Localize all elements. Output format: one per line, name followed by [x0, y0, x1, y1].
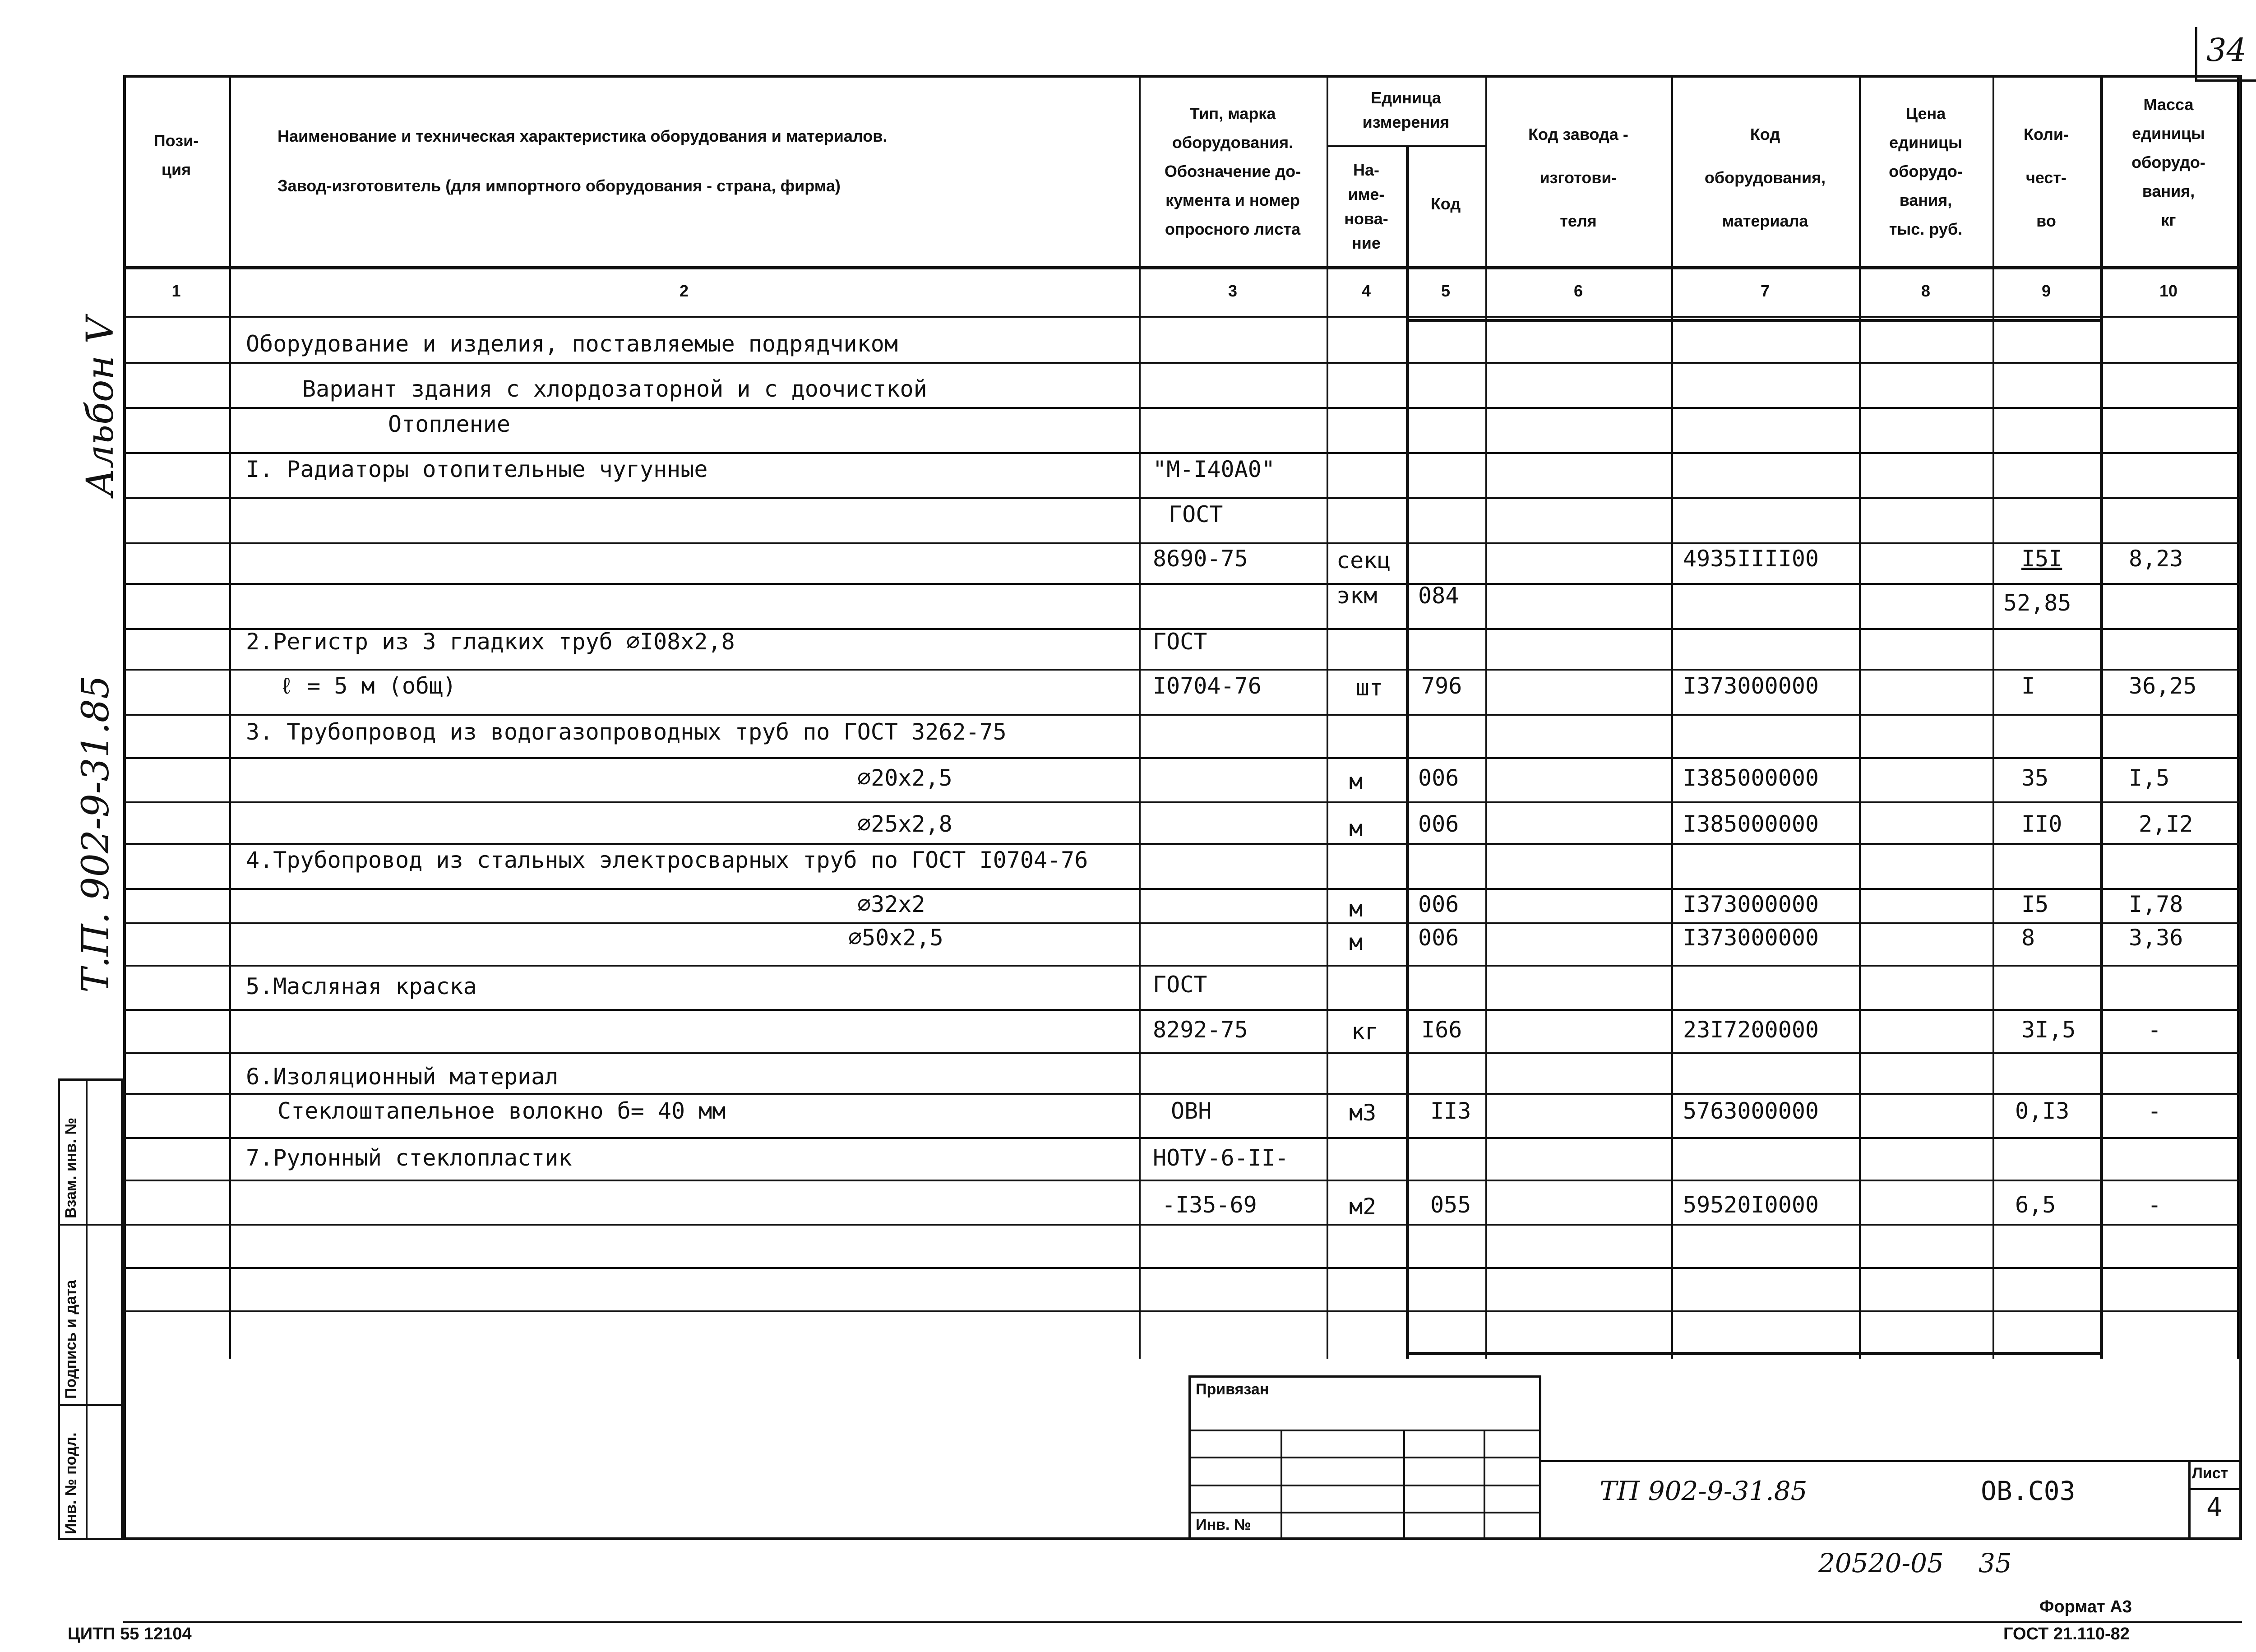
row-13-equip: I373000000 [1683, 891, 1819, 917]
row-line [123, 1093, 2242, 1095]
stamp-sheet-number: 4 [2206, 1492, 2222, 1522]
row-line [123, 542, 2242, 544]
row-14-qty: 8 [2021, 925, 2035, 951]
row-8-unit: шт [1356, 675, 1383, 701]
row-6-qty: 52,85 [2003, 590, 2071, 616]
row-5-unit: секц [1336, 547, 1391, 574]
row-8-mass: 36,25 [2129, 673, 2197, 699]
column-number-1: 1 [171, 282, 181, 300]
column-number-7: 7 [1760, 282, 1770, 300]
col-sep-4 [1406, 145, 1409, 1359]
side-stamp-line-2 [58, 1404, 123, 1406]
stamp-inv-no: Инв. № [1196, 1516, 1251, 1533]
stamp-vline-3 [1484, 1430, 1485, 1540]
row-13-qty: I5 [2021, 891, 2049, 917]
row-10-code: 006 [1418, 765, 1459, 791]
row-1-name: Вариант здания с хлордозаторной и с доочисткой [302, 376, 927, 402]
row-20-qty: 6,5 [2015, 1192, 2056, 1218]
row-3-type: "М-I40А0" [1153, 456, 1275, 482]
column-number-2: 2 [679, 282, 689, 300]
side-stamp-inv-podl: Инв. № подл. [62, 1432, 79, 1534]
header-col3: Тип, марка оборудования. Обозначение до- кумента и номер опросного листа [1164, 104, 1301, 238]
row-10-mass: I,5 [2129, 765, 2170, 791]
row-5-type: 8690-75 [1153, 546, 1248, 572]
row-16-equip: 23I7200000 [1683, 1017, 1819, 1043]
stamp-privyazan: Привязан [1196, 1381, 1269, 1398]
row-line [123, 1267, 2242, 1269]
row-0-name: Оборудование и изделия, поставляемые подрядчиком [246, 331, 898, 357]
row-8-code: 796 [1421, 673, 1462, 699]
header-col5: Код [1430, 194, 1461, 213]
row-10-qty: 35 [2021, 765, 2049, 791]
row-11-qty: II0 [2021, 811, 2062, 837]
row-3-name: I. Радиаторы отопительные чугунные [246, 456, 708, 482]
row-line [123, 1137, 2242, 1139]
block-bottom-line [1406, 1352, 2103, 1355]
header-col1: Пози- ция [153, 131, 199, 179]
footer-rule [123, 1621, 2242, 1623]
row-14-mass: 3,36 [2129, 925, 2183, 951]
column-number-9: 9 [2041, 282, 2051, 300]
row-13-code: 006 [1418, 891, 1459, 917]
project-side-label: Т.П. 902-9-31.85 [74, 675, 117, 993]
archive-number: 20520-05 [1818, 1548, 1944, 1578]
row-14-equip: I373000000 [1683, 925, 1819, 951]
row-13-mass: I,78 [2129, 891, 2183, 917]
row-line [123, 714, 2242, 716]
row-line [123, 1310, 2242, 1312]
row-8-name: ℓ = 5 м (общ) [280, 673, 457, 699]
row-5-qty: I5I [2021, 546, 2062, 572]
header-col8: Цена единицы оборудо- вания, тыс. руб. [1889, 104, 1963, 238]
format-label: Формат А3 [2039, 1597, 2132, 1616]
album-label: Альбон V [79, 317, 122, 496]
stamp-sheet-label: Лист [2192, 1465, 2228, 1482]
row-line [123, 362, 2242, 364]
row-line [123, 407, 2242, 409]
row-4-type: ГОСТ [1169, 501, 1223, 528]
row-16-unit: кг [1351, 1018, 1379, 1045]
side-stamp-vzam: Взам. инв. № [62, 1117, 79, 1218]
column-number-10: 10 [2159, 282, 2178, 300]
row-14-code: 006 [1418, 925, 1459, 951]
row-15-type: ГОСТ [1153, 972, 1207, 998]
row-10-equip: I385000000 [1683, 765, 1819, 791]
row-20-mass: - [2148, 1192, 2162, 1218]
stamp-mark: ОВ.С03 [1981, 1476, 2076, 1506]
row-13-name: ∅32х2 [857, 891, 925, 917]
stamp-doc-code: ТП 902-9-31.85 [1600, 1476, 1808, 1506]
stamp-vline-2 [1403, 1430, 1405, 1540]
org-code: ЦИТП 55 12104 [68, 1624, 192, 1643]
row-2-name: Отопление [388, 411, 510, 437]
row-11-code: 006 [1418, 811, 1459, 837]
row-line [123, 452, 2242, 454]
row-line [123, 1180, 2242, 1181]
stamp-line-4 [1188, 1512, 1541, 1513]
row-9-name: 3. Трубопровод из водогазопроводных труб по ГОСТ 3262-75 [246, 719, 1007, 745]
row-line [123, 497, 2242, 499]
row-5-equip: 4935IIII00 [1683, 546, 1819, 572]
row-line [123, 757, 2242, 759]
row-5-mass: 8,23 [2129, 546, 2183, 572]
column-number-4: 4 [1361, 282, 1371, 300]
row-10-name: ∅20х2,5 [857, 765, 952, 791]
row-14-name: ∅50х2,5 [848, 925, 943, 951]
row-19-type: НОТУ-6-II- [1153, 1145, 1289, 1171]
row-6-unit: экм [1336, 583, 1378, 609]
row-11-mass: 2,I2 [2139, 811, 2193, 837]
column-number-8: 8 [1921, 282, 1931, 300]
row-line [123, 1052, 2242, 1054]
row-11-unit: м [1349, 815, 1363, 842]
row-16-qty: 3I,5 [2021, 1017, 2076, 1043]
column-number-5: 5 [1441, 282, 1451, 300]
archive-page: 35 [1979, 1548, 2012, 1578]
gost-label: ГОСТ 21.110-82 [2003, 1624, 2130, 1643]
column-number-line [123, 316, 2242, 318]
row-7-type: ГОСТ [1153, 629, 1207, 655]
row-13-unit: м [1349, 896, 1363, 922]
header-col6: Код завода - изготови- теля [1528, 125, 1628, 230]
row-18-type: ОВН [1171, 1098, 1212, 1124]
side-stamp-line-1 [58, 1224, 123, 1226]
sheet-box-line [2188, 1488, 2242, 1490]
row-15-name: 5.Масляная краска [246, 973, 477, 1000]
row-6-code: 084 [1418, 583, 1459, 609]
stamp-line-2 [1188, 1457, 1541, 1458]
side-stamp-podpis: Подпись и дата [62, 1280, 79, 1399]
header-col10: Масса единицы оборудо- вания, кг [2131, 95, 2205, 229]
row-8-qty: I [2021, 673, 2035, 699]
row-line [123, 1009, 2242, 1011]
row-line [123, 801, 2242, 803]
col-sep-10 [2237, 75, 2239, 1359]
row-line [123, 922, 2242, 924]
block-top-line [1406, 319, 2103, 322]
row-20-code: 055 [1430, 1192, 1471, 1218]
row-18-mass: - [2148, 1098, 2162, 1124]
row-12-name: 4.Трубопровод из стальных электросварных труб по ГОСТ I0704-76 [246, 847, 1088, 873]
header-col9: Коли- чест- во [2023, 125, 2069, 230]
column-number-3: 3 [1228, 282, 1238, 300]
row-20-equip: 59520I0000 [1683, 1192, 1819, 1218]
row-18-name: Стеклоштапельное волокно б= 40 мм [277, 1098, 726, 1124]
row-8-equip: I373000000 [1683, 673, 1819, 699]
side-stamp-divider [86, 1078, 88, 1540]
row-8-type: I0704-76 [1153, 673, 1262, 699]
row-18-unit: м3 [1349, 1100, 1377, 1126]
header-col2-line1: Наименование и техническая характеристика оборудования и материалов. [277, 127, 888, 145]
row-18-qty: 0,I3 [2015, 1098, 2070, 1124]
stamp-line-1 [1188, 1430, 1541, 1431]
header-col4: На- име- нова- ние [1344, 161, 1388, 252]
column-number-6: 6 [1573, 282, 1583, 300]
row-20-unit: м2 [1349, 1194, 1377, 1220]
row-line [123, 843, 2242, 845]
row-10-unit: м [1349, 768, 1363, 795]
row-16-code: I66 [1421, 1017, 1462, 1043]
corner-number: 34 [2206, 32, 2247, 69]
row-line [123, 669, 2242, 671]
row-18-code: II3 [1430, 1098, 1471, 1124]
header-col2-line2: Завод-изготовитель (для импортного оборудования - страна, фирма) [277, 176, 841, 195]
row-14-unit: м [1349, 929, 1363, 955]
stamp-vline-1 [1281, 1430, 1282, 1540]
row-line [123, 583, 2242, 585]
row-line [123, 1224, 2242, 1226]
row-17-name: 6.Изоляционный материал [246, 1064, 559, 1090]
row-16-mass: - [2148, 1017, 2162, 1043]
stamp-main-line [1541, 1460, 2242, 1462]
header-unit-group: Единица измерения [1362, 88, 1450, 131]
row-7-name: 2.Регистр из 3 гладких труб ∅I08х2,8 [246, 629, 735, 655]
row-19-name: 7.Рулонный стеклопластик [246, 1145, 572, 1171]
row-line [123, 888, 2242, 890]
row-18-equip: 5763000000 [1683, 1098, 1819, 1124]
row-11-equip: I385000000 [1683, 811, 1819, 837]
row-line [123, 965, 2242, 967]
row-16-type: 8292-75 [1153, 1017, 1248, 1043]
row-11-name: ∅25х2,8 [857, 811, 952, 837]
stamp-line-3 [1188, 1485, 1541, 1486]
row-20-type: -I35-69 [1162, 1192, 1257, 1218]
header-col7: Код оборудования, материала [1704, 125, 1826, 230]
